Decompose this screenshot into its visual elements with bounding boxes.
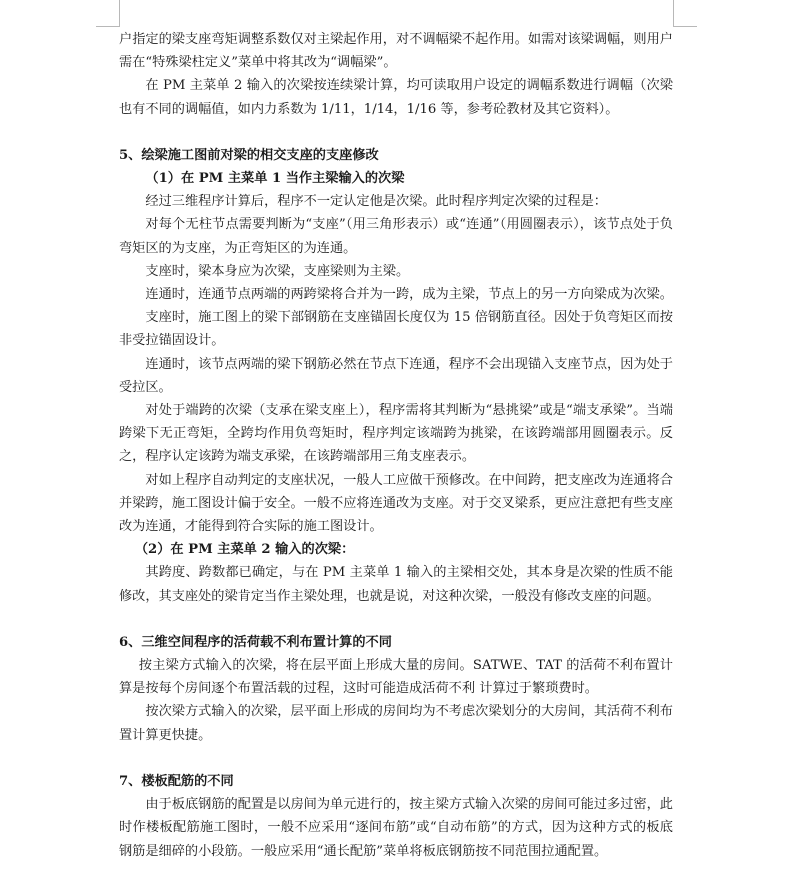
section-5-paragraph-2: 对每个无柱节点需要判断为“支座”（用三角形表示）或“连通”（用圆圈表示），该节点处于负弯矩区的为支座，为正弯矩区的为连通。 (119, 217, 673, 256)
section-5-heading: 5、绘梁施工图前对梁的相交支座的支座修改 (119, 147, 379, 163)
section-5-paragraph-1: 经过三维程序计算后，程序不一定认定他是次梁。此时程序判定次梁的过程是： (145, 194, 607, 210)
crop-mark-left-horizontal (96, 26, 120, 27)
spacer (119, 608, 673, 631)
section-5-subheading-1: （1）在 PM 主菜单 1 当作主梁输入的次梁 (145, 171, 405, 187)
spacer (119, 747, 673, 770)
section-5-paragraph-4: 连通时，连通节点两端的两跨梁将合并为一跨，成为主梁，节点上的另一方向梁成为次梁。 (145, 287, 673, 303)
section-6-heading: 6、三维空间程序的活荷载不利布置计算的不同 (119, 634, 392, 650)
section-5-paragraph-5: 支座时，施工图上的梁下部钢筋在支座锚固长度仅为 15 倍钢筋直径。因处于负弯矩区而按非受拉锚固设计。 (119, 310, 673, 349)
section-6-paragraph-1: 按主梁方式输入的次梁，将在层平面上形成大量的房间。SATWE、TAT 的活荷不利布置计算是按每个房间逐个布置活载的过程，这时可能造成活荷不利 计算过于繁琐费时。 (119, 658, 673, 697)
document-page (119, 28, 673, 863)
spacer (119, 121, 673, 144)
intro-paragraph-2: 在 PM 主菜单 2 输入的次梁按连续梁计算，均可读取用户设定的调幅系数进行调幅（次梁也有不同的调幅值，如内力系数为 1/11，1/14，1/16 等，参考砼教材及其它资料）。 (119, 78, 673, 117)
section-5-paragraph-6: 连通时，该节点两端的梁下钢筋必然在节点下连通，程序不会出现锚入支座节点，因为处于受拉区。 (119, 356, 673, 395)
section-5-paragraph-3: 支座时，梁本身应为次梁，支座梁则为主梁。 (145, 263, 410, 279)
intro-paragraph-1: 户指定的梁支座弯矩调整系数仅对主梁起作用，对不调幅梁不起作用。如需对该梁调幅，则用户需在“特殊梁柱定义”菜单中将其改为“调幅梁”。 (119, 32, 673, 71)
section-5-paragraph-7: 对处于端跨的次梁（支承在梁支座上），程序需将其判断为“悬挑梁”或是“端支承梁”。当端跨梁下无正弯矩，全跨均作用负弯矩时，程序判定该端跨为挑梁，在该跨端部用圆圈表示。反之，程序认定该跨为端支承梁，在该跨端部用三角支座表示。 (119, 403, 673, 465)
crop-mark-right-horizontal (673, 26, 697, 27)
section-6-paragraph-2: 按次梁方式输入的次梁，层平面上形成的房间均为不考虑次梁划分的大房间，其活荷不利布置计算更快捷。 (119, 704, 673, 743)
section-5-paragraph-9: 其跨度、跨数都已确定，与在 PM 主菜单 1 输入的主梁相交处，其本身是次梁的性质不能修改，其支座处的梁肯定当作主梁处理，也就是说，对这种次梁，一般没有修改支座的问题。 (119, 565, 673, 604)
section-7-heading: 7、楼板配筋的不同 (119, 773, 234, 789)
section-5-paragraph-8: 对如上程序自动判定的支座状况，一般人工应做干预修改。在中间跨，把支座改为连通将合并梁跨，施工图设计偏于安全。一般不应将连通改为支座。对于交叉梁系，更应注意把有些支座改为连通，才能得到符合实际的施工图设计。 (119, 472, 673, 535)
section-5-subheading-2: （2）在 PM 主菜单 2 输入的次梁： (134, 542, 355, 558)
crop-mark-right-vertical (673, 0, 674, 26)
crop-mark-left-vertical (119, 0, 120, 26)
section-7-paragraph-1: 由于板底钢筋的配置是以房间为单元进行的，按主梁方式输入次梁的房间可能过多过密，此时作楼板配筋施工图时，一般不应采用“逐间布筋”或“自动布筋”的方式，因为这种方式的板底钢筋是细碎的小段筋。一般应采用“通长配筋”菜单将板底钢筋按不同范围拉通配置。 (119, 797, 673, 859)
